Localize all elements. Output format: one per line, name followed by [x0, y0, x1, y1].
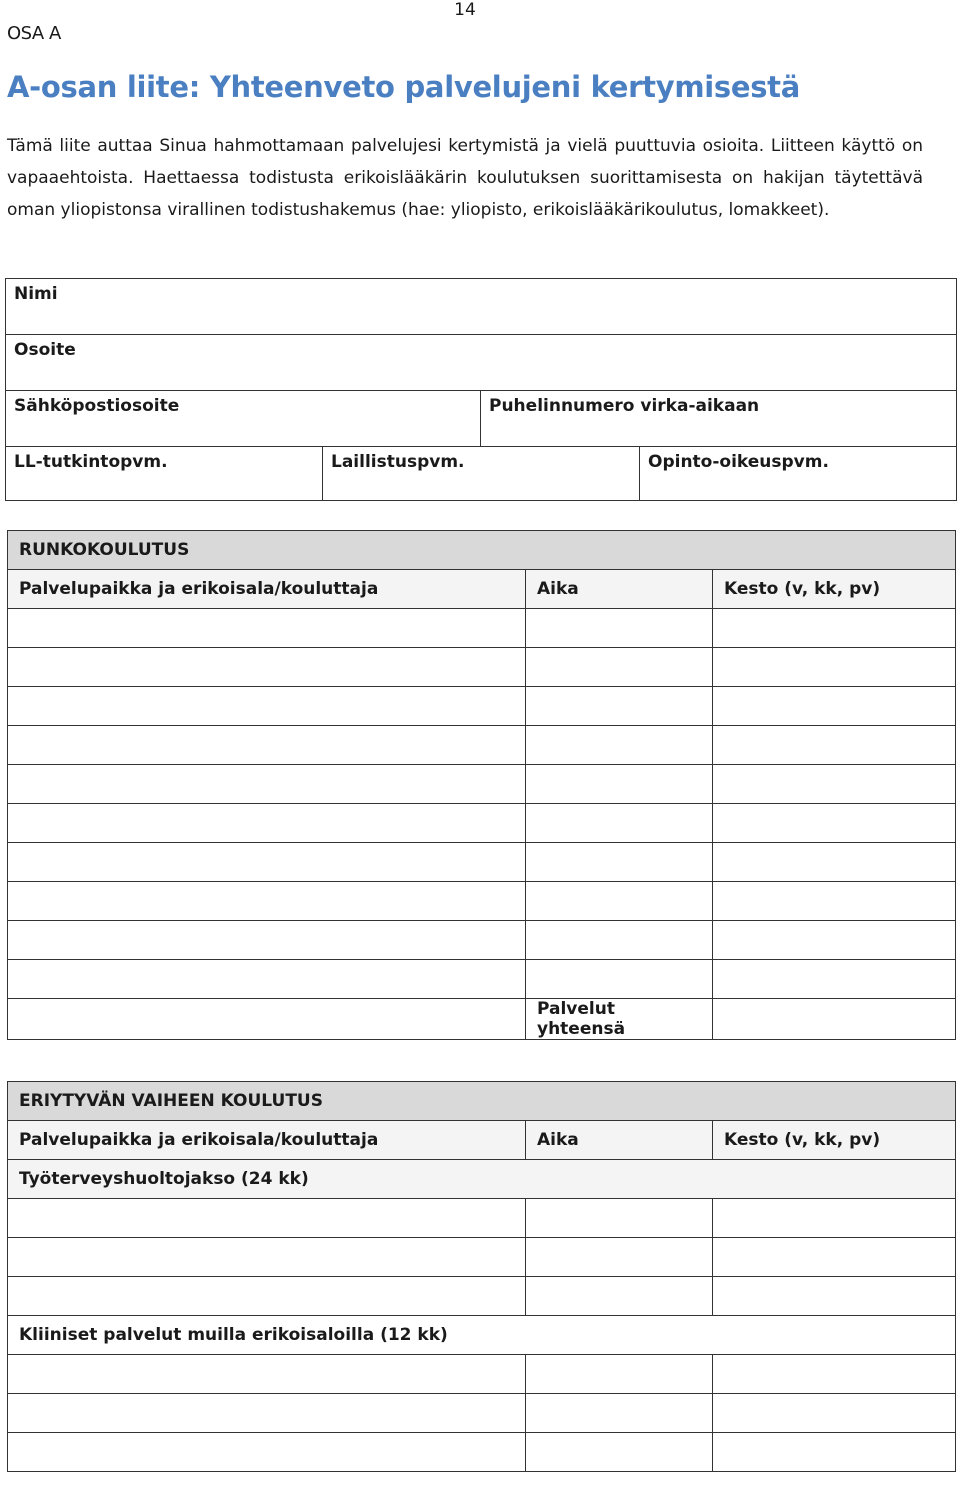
basic-training-table: [7, 530, 956, 1040]
specific-training-table: [7, 1081, 956, 1472]
duration-cell[interactable]: [713, 687, 956, 726]
section-heading-row: [8, 1082, 956, 1121]
ll-exam-date-field[interactable]: [6, 447, 322, 500]
place-cell[interactable]: [8, 1355, 526, 1394]
time-cell[interactable]: [526, 648, 713, 687]
email-field[interactable]: [6, 391, 480, 446]
section-label: OSA A: [7, 23, 61, 44]
duration-cell[interactable]: [713, 1355, 956, 1394]
place-cell[interactable]: [8, 804, 526, 843]
duration-cell[interactable]: [713, 882, 956, 921]
phone-field[interactable]: [480, 391, 956, 446]
table-row: [8, 1277, 956, 1316]
time-cell[interactable]: [526, 1394, 713, 1433]
section-heading-row: [8, 531, 956, 570]
duration-cell[interactable]: [713, 1199, 956, 1238]
intro-paragraph: Tämä liite auttaa Sinua hahmottamaan palvelujesi kertymistä ja vielä puuttuvia osioita. Liitteen käyttö on vapaaehtoista. Haettaessa todistusta erikoislääkärin koulutuksen suorittamisesta on hakijan täytettävä oman yliopistonsa virallinen todistushakemus (hae: yliopisto, erikoislääkärikoulutus, lomakkeet).: [7, 136, 923, 220]
basic-training-heading: RUNKOKOULUTUS: [8, 531, 956, 570]
place-cell[interactable]: [8, 1199, 526, 1238]
time-cell[interactable]: [526, 1199, 713, 1238]
duration-cell[interactable]: [713, 960, 956, 999]
table-row: [8, 921, 956, 960]
time-cell[interactable]: [526, 1238, 713, 1277]
place-cell[interactable]: [8, 648, 526, 687]
column-header-duration: Kesto (v, kk, pv): [713, 570, 956, 609]
column-header-place: Palvelupaikka ja erikoisala/kouluttaja: [8, 1121, 526, 1160]
duration-cell[interactable]: [713, 804, 956, 843]
duration-cell[interactable]: [713, 1394, 956, 1433]
total-spacer-cell: [8, 999, 526, 1040]
time-cell[interactable]: [526, 921, 713, 960]
time-cell[interactable]: [526, 609, 713, 648]
total-label: Palvelut yhteensä: [526, 999, 713, 1040]
duration-cell[interactable]: [713, 609, 956, 648]
column-header-time: Aika: [526, 570, 713, 609]
ll-exam-date-label: LL-tutkintopvm.: [14, 452, 168, 472]
license-date-field[interactable]: [322, 447, 639, 500]
duration-cell[interactable]: [713, 843, 956, 882]
column-header-row: [8, 570, 956, 609]
duration-cell[interactable]: [713, 765, 956, 804]
subsection-row: [8, 1160, 956, 1199]
place-cell[interactable]: [8, 726, 526, 765]
clinical-services-heading: Kliiniset palvelut muilla erikoisaloilla (12 kk): [8, 1316, 956, 1355]
name-label: Nimi: [14, 284, 58, 304]
table-row: [8, 1238, 956, 1277]
name-field[interactable]: [6, 279, 956, 334]
table-row: [8, 1394, 956, 1433]
duration-cell[interactable]: [713, 1277, 956, 1316]
occupational-health-heading: Työterveyshuoltojakso (24 kk): [8, 1160, 956, 1199]
place-cell[interactable]: [8, 687, 526, 726]
table-row: [8, 726, 956, 765]
duration-cell[interactable]: [713, 921, 956, 960]
duration-cell[interactable]: [713, 648, 956, 687]
address-field[interactable]: [6, 335, 956, 390]
table-row: [8, 687, 956, 726]
time-cell[interactable]: [526, 843, 713, 882]
time-cell[interactable]: [526, 960, 713, 999]
table-row: [8, 609, 956, 648]
table-row: [8, 804, 956, 843]
table-row: [8, 1355, 956, 1394]
time-cell[interactable]: [526, 1433, 713, 1472]
column-header-time: Aika: [526, 1121, 713, 1160]
table-row: [8, 1433, 956, 1472]
total-duration-cell[interactable]: [713, 999, 956, 1040]
duration-cell[interactable]: [713, 1238, 956, 1277]
time-cell[interactable]: [526, 1277, 713, 1316]
time-cell[interactable]: [526, 804, 713, 843]
duration-cell[interactable]: [713, 726, 956, 765]
column-header-row: [8, 1121, 956, 1160]
place-cell[interactable]: [8, 1433, 526, 1472]
place-cell[interactable]: [8, 960, 526, 999]
dates-row: [6, 447, 956, 500]
contact-row: [6, 391, 956, 447]
column-header-place: Palvelupaikka ja erikoisala/kouluttaja: [8, 570, 526, 609]
table-row: [8, 960, 956, 999]
table-row: [8, 882, 956, 921]
page-number: 14: [454, 0, 476, 20]
specific-training-heading: ERIYTYVÄN VAIHEEN KOULUTUS: [8, 1082, 956, 1121]
column-header-duration: Kesto (v, kk, pv): [713, 1121, 956, 1160]
table-row: [8, 843, 956, 882]
study-right-date-label: Opinto-oikeuspvm.: [648, 452, 829, 472]
applicant-info-form: [5, 278, 957, 501]
duration-cell[interactable]: [713, 1433, 956, 1472]
place-cell[interactable]: [8, 921, 526, 960]
study-right-date-field[interactable]: [639, 447, 956, 500]
address-row: [6, 335, 956, 391]
address-label: Osoite: [14, 340, 76, 360]
table-row: [8, 648, 956, 687]
name-row: [6, 279, 956, 335]
place-cell[interactable]: [8, 609, 526, 648]
time-cell[interactable]: [526, 1355, 713, 1394]
time-cell[interactable]: [526, 687, 713, 726]
place-cell[interactable]: [8, 1394, 526, 1433]
page-title: A-osan liite: Yhteenveto palvelujeni kertymisestä: [7, 70, 801, 104]
time-cell[interactable]: [526, 765, 713, 804]
table-row: [8, 765, 956, 804]
email-label: Sähköpostiosoite: [14, 396, 180, 416]
place-cell[interactable]: [8, 765, 526, 804]
license-date-label: Laillistuspvm.: [331, 452, 465, 472]
total-row: [8, 999, 956, 1040]
place-cell[interactable]: [8, 1238, 526, 1277]
time-cell[interactable]: [526, 882, 713, 921]
subsection-row: [8, 1316, 956, 1355]
place-cell[interactable]: [8, 882, 526, 921]
table-row: [8, 1199, 956, 1238]
place-cell[interactable]: [8, 843, 526, 882]
place-cell[interactable]: [8, 1277, 526, 1316]
time-cell[interactable]: [526, 726, 713, 765]
phone-label: Puhelinnumero virka-aikaan: [489, 396, 760, 416]
